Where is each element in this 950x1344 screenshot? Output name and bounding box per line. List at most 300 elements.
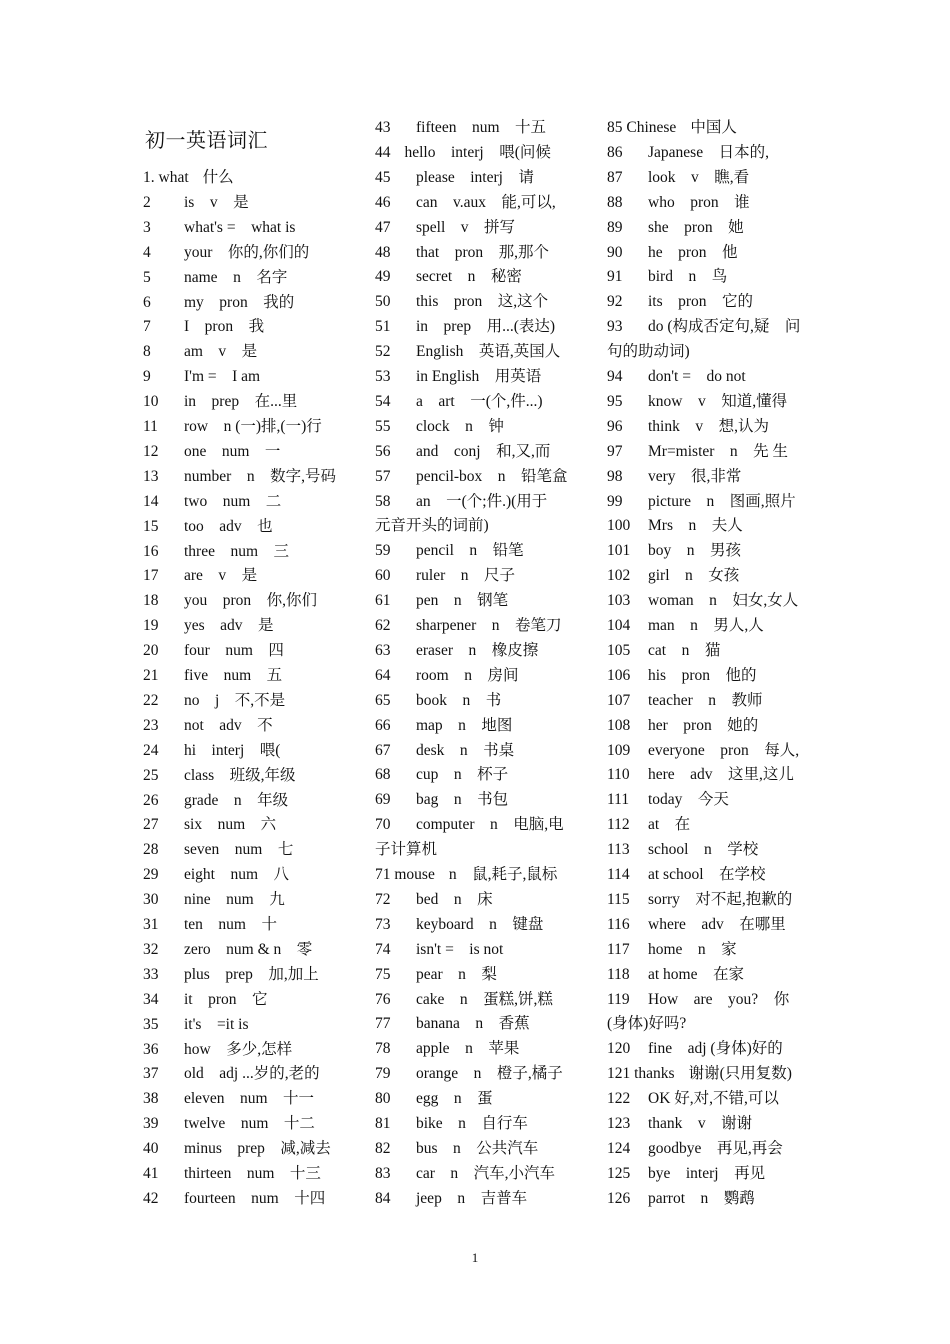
- entry-number: 53: [375, 368, 391, 385]
- entry-number: 22: [143, 691, 159, 709]
- vocab-entry: [375, 1089, 590, 1109]
- vocab-entry: [607, 765, 822, 785]
- entry-text: Japanese 日本的,: [648, 143, 769, 161]
- entry-text: look v 瞧,看: [648, 168, 750, 186]
- entry-number: 10: [143, 393, 159, 411]
- entry-text: fine adj (身体)好的: [648, 1040, 783, 1058]
- vocab-entry: [143, 367, 358, 387]
- page-number: 1: [471, 1250, 479, 1265]
- entry-text: grade n 年级: [184, 791, 289, 809]
- vocab-entry: [143, 492, 358, 512]
- vocab-entry: [375, 168, 590, 188]
- entry-text: an 一(个;件.)(用于: [416, 492, 548, 510]
- entry-text: 子计算机: [375, 841, 438, 859]
- entry-text: she pron 她: [648, 218, 744, 236]
- vocab-entry: [607, 691, 822, 711]
- entry-text: is v 是: [184, 193, 249, 211]
- entry-text: 元音开头的词前): [375, 517, 489, 535]
- entry-number: 123: [607, 1115, 631, 1132]
- vocab-entry: [143, 268, 358, 288]
- entry-number: 60: [375, 567, 391, 585]
- entry-text: 谢谢(只用复数): [688, 1065, 792, 1083]
- entry-number: 98: [607, 467, 623, 485]
- entry-text: zero num & n 零: [184, 940, 313, 958]
- entry-number: 126: [607, 1189, 631, 1207]
- vocab-entry: [375, 516, 590, 536]
- entry-text: orange n 橙子,橘子: [416, 1065, 563, 1083]
- entry-number: 33: [143, 965, 159, 983]
- entry-text: his pron 他的: [648, 666, 757, 684]
- vocab-entry: [375, 442, 590, 462]
- vocab-entry: [607, 566, 822, 586]
- vocab-entry: [143, 342, 358, 362]
- entry-text: six num 六: [184, 816, 277, 834]
- vocab-entry: [143, 1040, 358, 1060]
- entry-text: cat n 猫: [648, 641, 721, 659]
- vocab-entry: [375, 143, 590, 163]
- vocab-entry: [607, 317, 822, 337]
- entry-text: Mrs n 夫人: [648, 517, 743, 535]
- entry-number: 35: [143, 1015, 159, 1033]
- entry-text: her pron 她的: [648, 716, 759, 734]
- entry-text: five num 五: [184, 667, 283, 684]
- entry-text: at 在: [648, 816, 691, 834]
- entry-text: eleven num 十一: [184, 1090, 315, 1108]
- vocab-entry: [143, 1089, 358, 1109]
- entry-text: teacher n 教师: [648, 691, 763, 709]
- entry-text: keyboard n 键盘: [416, 915, 544, 933]
- entry-number: 56: [375, 442, 391, 460]
- entry-text: pencil n 铅笔: [416, 542, 524, 560]
- entry-text: row n (一)排,(一)行: [184, 418, 322, 435]
- entry-text: ruler n 尺子: [416, 567, 516, 585]
- vocab-entry: [607, 1089, 822, 1109]
- entry-number: 63: [375, 641, 391, 659]
- entry-text: what's = what is: [184, 218, 296, 236]
- entry-number: 88: [607, 193, 623, 211]
- entry-number: 30: [143, 891, 159, 909]
- vocab-entry: [143, 965, 358, 985]
- entry-text: in prep 在...里: [184, 393, 298, 411]
- vocab-entry: [607, 1139, 822, 1159]
- vocab-entry: [607, 915, 822, 935]
- page-title: 初一英语词汇: [145, 130, 268, 152]
- entry-number: 68: [375, 766, 391, 784]
- entry-text: OK 好,对,不错,可以: [648, 1090, 779, 1108]
- entry-number: 124: [607, 1139, 631, 1157]
- entry-text: do (构成否定句,疑 问: [648, 318, 801, 336]
- entry-number: 92: [607, 293, 623, 311]
- entry-text: parrot n 鹦鹉: [648, 1189, 755, 1207]
- vocab-entry: [375, 915, 590, 935]
- vocab-entry: [607, 342, 822, 362]
- vocab-entry: [375, 267, 590, 287]
- vocab-entry: [375, 467, 590, 487]
- entry-number: 6: [143, 293, 151, 311]
- entry-number: 46: [375, 193, 391, 211]
- vocab-entry: [607, 616, 822, 636]
- vocab-entry: [143, 691, 358, 711]
- entry-number: 18: [143, 592, 159, 610]
- entry-text: thirteen num 十三: [184, 1165, 321, 1182]
- entry-text: 句的助动词): [607, 343, 690, 361]
- entry-text: hello interj 喂(问候: [404, 143, 551, 161]
- entry-text: sharpener n 卷笔刀: [416, 617, 562, 634]
- entry-number: 40: [143, 1140, 159, 1158]
- entry-number: 14: [143, 492, 159, 510]
- vocab-entry: [375, 243, 590, 263]
- entry-number: 93: [607, 318, 623, 336]
- entry-number: 79: [375, 1065, 391, 1083]
- entry-text: too adv 也: [184, 517, 273, 535]
- vocab-entry: [375, 541, 590, 561]
- entry-number: 61: [375, 592, 391, 610]
- entry-text: cake n 蛋糕,饼,糕: [416, 990, 553, 1008]
- entry-text: class 班级,年级: [184, 766, 296, 784]
- entry-number: 99: [607, 492, 623, 510]
- vocab-entry: [607, 716, 822, 736]
- entry-number: 97: [607, 442, 623, 460]
- entry-number: 44: [375, 143, 391, 161]
- vocab-entry: [375, 666, 590, 686]
- entry-text: 什么: [202, 169, 234, 186]
- entry-text: four num 四: [184, 642, 284, 660]
- entry-text: old adj ...岁的,老的: [184, 1065, 320, 1083]
- vocab-entry: [375, 492, 590, 512]
- entry-text: please interj 请: [416, 168, 534, 186]
- entry-number: 95: [607, 392, 623, 410]
- vocab-entry: [143, 193, 358, 213]
- entry-text: bike n 自行车: [416, 1115, 528, 1132]
- entry-number: 104: [607, 617, 631, 634]
- entry-text: bed n 床: [416, 890, 493, 908]
- entry-number: 39: [143, 1115, 159, 1133]
- entry-number: 101: [607, 542, 631, 560]
- entry-text: fourteen num 十四: [184, 1189, 326, 1207]
- entry-text: bag n 书包: [416, 791, 509, 809]
- entry-number: 24: [143, 741, 159, 759]
- entry-text: fifteen num 十五: [416, 119, 547, 136]
- vocab-entry: [143, 766, 358, 786]
- entry-number: 29: [143, 866, 159, 884]
- entry-text: minus prep 减,减去: [184, 1140, 331, 1158]
- entry-text: egg n 蛋: [416, 1090, 493, 1108]
- entry-text: where adv 在哪里: [648, 915, 786, 933]
- entry-text: here adv 这里,这儿: [648, 766, 794, 784]
- vocab-entry: [143, 243, 358, 263]
- entry-number: 50: [375, 293, 391, 311]
- vocab-entry: [143, 317, 358, 337]
- vocab-entry: [375, 1164, 590, 1184]
- entry-number: 28: [143, 841, 159, 859]
- entry-text: my pron 我的: [184, 293, 295, 311]
- vocab-entry: [375, 1139, 590, 1159]
- vocab-entry: [607, 1064, 822, 1084]
- entry-text: banana n 香蕉: [416, 1015, 530, 1033]
- entry-text: not adv 不: [184, 716, 273, 734]
- entry-text: n 鼠,耗子,鼠标: [448, 866, 558, 883]
- entry-number: 9: [143, 368, 151, 386]
- entry-text: you pron 你,你们: [184, 592, 318, 610]
- vocab-entry: [143, 716, 358, 736]
- entry-number: 103: [607, 592, 631, 610]
- vocab-entry: [375, 392, 590, 412]
- entry-number: 86: [607, 143, 623, 161]
- entry-number: 45: [375, 168, 391, 186]
- entry-number: 110: [607, 766, 630, 784]
- entry-number: 17: [143, 567, 159, 585]
- entry-number: 113: [607, 841, 630, 859]
- vocab-entry: [143, 467, 358, 487]
- entry-text: man n 男人,人: [648, 617, 764, 634]
- vocab-entry: [607, 243, 822, 263]
- entry-text: thank v 谢谢: [648, 1115, 753, 1132]
- entry-text: and conj 和,又,而: [416, 442, 551, 460]
- vocab-entry: [143, 890, 358, 910]
- entry-text: are v 是: [184, 567, 258, 585]
- entry-number: 65: [375, 691, 391, 709]
- vocab-entry: [607, 218, 822, 238]
- vocab-entry: [375, 1039, 590, 1059]
- entry-text: at school 在学校: [648, 866, 766, 883]
- vocab-entry: [375, 616, 590, 636]
- entry-text: computer n 电脑,电: [416, 816, 564, 834]
- vocab-entry: [607, 541, 822, 561]
- entry-number: 80: [375, 1090, 391, 1108]
- entry-text: eight num 八: [184, 866, 290, 884]
- vocab-entry: [375, 641, 590, 661]
- entry-number: 108: [607, 716, 631, 734]
- vocab-entry: [607, 118, 822, 138]
- vocab-entry: [607, 815, 822, 835]
- entry-text: plus prep 加,加上: [184, 965, 319, 983]
- entry-number: 107: [607, 691, 631, 709]
- entry-text: nine num 九: [184, 891, 285, 909]
- vocab-entry: [375, 1114, 590, 1134]
- vocab-entry: [607, 392, 822, 412]
- vocab-entry: [607, 1014, 822, 1034]
- entry-number: 26: [143, 791, 159, 809]
- entry-number: 7: [143, 318, 151, 336]
- entry-number: 27: [143, 816, 159, 834]
- entry-number: 34: [143, 990, 159, 1008]
- vocab-entry: [143, 616, 358, 636]
- vocab-entry: [375, 940, 590, 960]
- entry-text: map n 地图: [416, 716, 513, 734]
- vocab-entry: [375, 1064, 590, 1084]
- entry-number: 81: [375, 1115, 391, 1132]
- entry-number: 3: [143, 218, 151, 236]
- vocab-entry: [143, 542, 358, 562]
- vocab-entry: [375, 566, 590, 586]
- entry-text: How are you? 你: [648, 990, 790, 1008]
- entry-text: spell v 拼写: [416, 218, 516, 236]
- entry-number: 120: [607, 1040, 631, 1058]
- vocab-entry: [143, 517, 358, 537]
- entry-text: sorry 对不起,抱歉的: [648, 890, 793, 908]
- entry-text: pencil-box n 铅笔盒: [416, 467, 568, 485]
- vocab-entry: [375, 765, 590, 785]
- entry-number: 19: [143, 617, 159, 635]
- entry-text: school n 学校: [648, 841, 759, 859]
- vocab-entry: [143, 442, 358, 462]
- entry-number: 59: [375, 542, 391, 560]
- entry-number: 25: [143, 766, 159, 784]
- entry-text: bird n 鸟: [648, 268, 728, 286]
- vocab-entry: [375, 1189, 590, 1209]
- entry-text: at home 在家: [648, 965, 744, 983]
- entry-number: 43: [375, 119, 391, 136]
- vocab-entry: [607, 741, 822, 761]
- entry-number: 12: [143, 442, 159, 460]
- entry-number: 23: [143, 716, 159, 734]
- entry-number: 117: [607, 940, 630, 958]
- entry-text: desk n 书桌: [416, 741, 515, 759]
- entry-text: he pron 他: [648, 243, 738, 261]
- entry-text: in prep 用...(表达): [416, 318, 556, 336]
- entry-text: I pron 我: [184, 318, 265, 336]
- entry-number: 121 thanks: [607, 1065, 675, 1083]
- entry-number: 36: [143, 1040, 159, 1058]
- entry-number: 52: [375, 343, 391, 361]
- vocab-entry: [607, 516, 822, 536]
- entry-number: 111: [607, 791, 630, 809]
- entry-number: 96: [607, 417, 623, 435]
- entry-number: 73: [375, 915, 391, 933]
- entry-number: 78: [375, 1040, 391, 1058]
- entry-number: 71 mouse: [375, 866, 435, 883]
- entry-number: 54: [375, 392, 391, 410]
- entry-text: jeep n 吉普车: [416, 1189, 528, 1207]
- entry-number: 125: [607, 1164, 631, 1182]
- vocab-entry: [143, 741, 358, 761]
- entry-number: 1. what: [143, 169, 189, 186]
- vocab-entry: [143, 791, 358, 811]
- entry-text: Mr=mister n 先 生: [648, 442, 789, 460]
- vocab-entry: [143, 392, 358, 412]
- entry-text: two num 二: [184, 492, 282, 510]
- entry-text: woman n 妇女,女人: [648, 592, 799, 610]
- entry-number: 41: [143, 1165, 159, 1182]
- entry-text: 中国人: [690, 119, 737, 136]
- vocab-entry: [143, 1064, 358, 1084]
- vocab-entry: [143, 990, 358, 1010]
- entry-text: name n 名字: [184, 268, 288, 286]
- entry-text: goodbye 再见,再会: [648, 1139, 783, 1157]
- entry-number: 90: [607, 243, 623, 261]
- vocab-entry: [375, 965, 590, 985]
- entry-text: it's =it is: [184, 1015, 249, 1033]
- entry-text: bus n 公共汽车: [416, 1139, 539, 1157]
- entry-text: its pron 它的: [648, 293, 754, 311]
- entry-text: that pron 那,那个: [416, 243, 550, 261]
- entry-text: pear n 梨: [416, 965, 497, 983]
- entry-number: 89: [607, 218, 623, 236]
- entry-number: 67: [375, 741, 391, 759]
- vocab-entry: [375, 790, 590, 810]
- entry-number: 91: [607, 268, 623, 286]
- vocab-entry: [607, 467, 822, 487]
- vocab-entry: [143, 815, 358, 835]
- entry-text: can v.aux 能,可以,: [416, 193, 556, 211]
- entry-text: secret n 秘密: [416, 268, 522, 286]
- entry-number: 31: [143, 916, 159, 933]
- vocab-entry: [375, 591, 590, 611]
- vocab-entry: [143, 940, 358, 960]
- vocab-entry: [375, 193, 590, 213]
- vocab-entry: [607, 1039, 822, 1059]
- vocab-entry: [607, 591, 822, 611]
- vocab-entry: [375, 317, 590, 337]
- entry-number: 70: [375, 816, 391, 834]
- entry-text: isn't = is not: [416, 940, 504, 958]
- vocab-entry: [607, 292, 822, 312]
- entry-number: 20: [143, 642, 159, 660]
- entry-number: 122: [607, 1090, 631, 1108]
- vocab-entry: [607, 193, 822, 213]
- entry-number: 58: [375, 492, 391, 510]
- entry-number: 76: [375, 990, 391, 1008]
- vocab-entry: [607, 1164, 822, 1184]
- vocab-entry: [375, 1014, 590, 1034]
- entry-text: don't = do not: [648, 368, 746, 385]
- entry-number: 8: [143, 343, 151, 361]
- entry-number: 77: [375, 1015, 391, 1033]
- entry-text: room n 房间: [416, 666, 519, 684]
- entry-text: it pron 它: [184, 990, 268, 1008]
- entry-number: 11: [143, 418, 158, 435]
- entry-number: 100: [607, 517, 631, 535]
- entry-number: 37: [143, 1065, 159, 1083]
- entry-text: (身体)好吗?: [607, 1015, 687, 1033]
- vocab-entry: [375, 218, 590, 238]
- vocab-entry: [607, 990, 822, 1010]
- entry-number: 119: [607, 990, 630, 1008]
- vocab-entry: [143, 566, 358, 586]
- entry-number: 32: [143, 940, 159, 958]
- vocab-entry: [607, 168, 822, 188]
- vocab-entry: [143, 1114, 358, 1134]
- entry-text: who pron 谁: [648, 193, 750, 211]
- vocab-entry: [607, 641, 822, 661]
- vocab-entry: [375, 367, 590, 387]
- entry-number: 74: [375, 940, 391, 958]
- entry-text: twelve num 十二: [184, 1115, 315, 1133]
- entry-number: 55: [375, 417, 391, 435]
- vocab-entry: [607, 790, 822, 810]
- entry-number: 102: [607, 567, 631, 585]
- vocab-entry: [607, 666, 822, 686]
- entry-number: 84: [375, 1189, 391, 1207]
- vocab-entry: [143, 1189, 358, 1209]
- entry-number: 48: [375, 243, 391, 261]
- vocab-entry: [607, 442, 822, 462]
- entry-number: 82: [375, 1139, 391, 1157]
- vocab-entry: [607, 143, 822, 163]
- entry-number: 49: [375, 268, 391, 286]
- vocab-entry: [375, 716, 590, 736]
- vocab-entry: [607, 940, 822, 960]
- vocab-entry: [375, 741, 590, 761]
- entry-number: 112: [607, 816, 630, 834]
- entry-text: everyone pron 每人,: [648, 741, 800, 759]
- entry-text: home n 家: [648, 940, 737, 958]
- entry-text: one num 一: [184, 442, 281, 460]
- entry-number: 57: [375, 467, 391, 485]
- entry-number: 62: [375, 617, 391, 634]
- vocab-entry: [143, 865, 358, 885]
- entry-text: am v 是: [184, 343, 258, 361]
